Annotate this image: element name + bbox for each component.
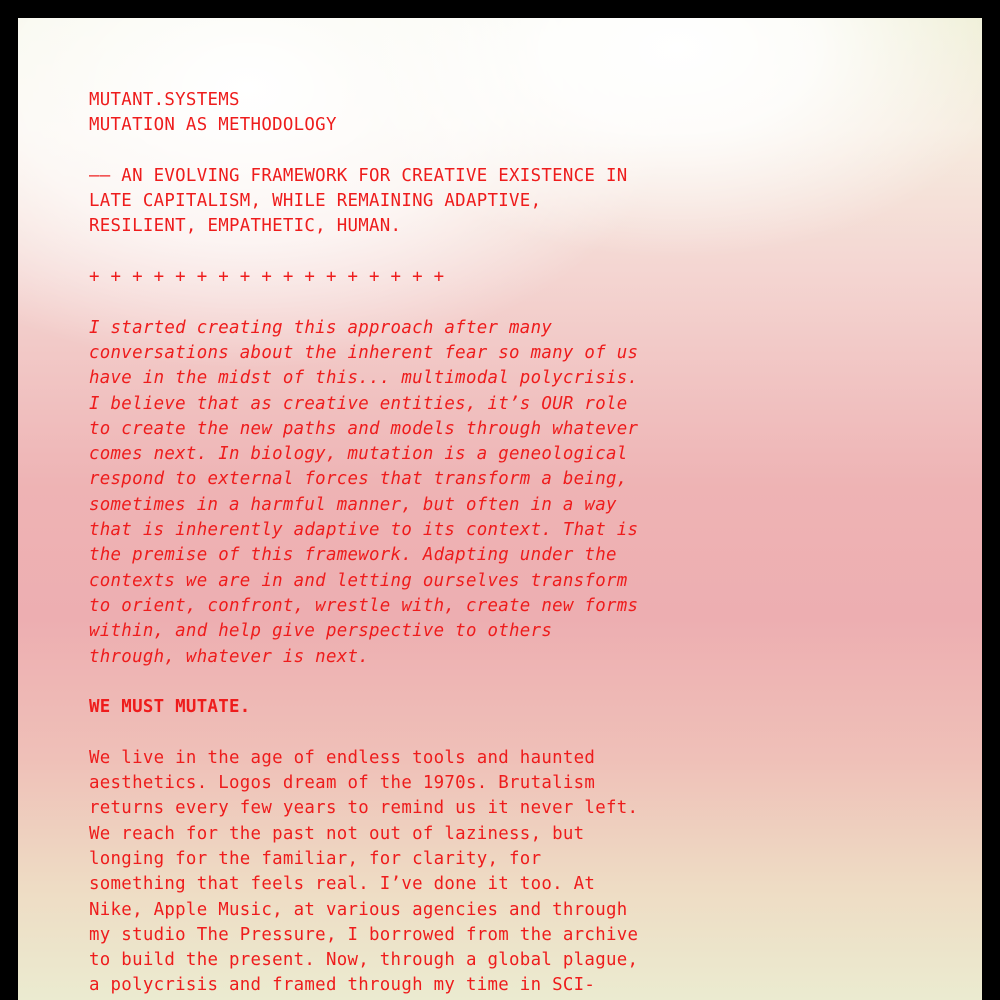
paragraph-line: sometimes in a harmful manner, but often in a way: [89, 494, 617, 515]
paragraph-line: the premise of this framework. Adapting under the: [89, 545, 617, 566]
site-name: MUTANT.SYSTEMS: [89, 90, 240, 110]
paragraph-line: something that feels real. I’ve done it too. At: [89, 874, 596, 895]
paragraph-line: within, and help give perspective to others: [89, 621, 553, 642]
paragraph-line: I started creating this approach after many: [89, 317, 553, 338]
paragraph-line: contexts we are in and letting ourselves transform: [89, 570, 628, 591]
paragraph-line: We reach for the past not out of laziness, but: [89, 823, 585, 844]
paragraph-line: a polycrisis and framed through my time in SCI-: [89, 975, 596, 996]
intro-line: —— AN EVOLVING FRAMEWORK FOR CREATIVE EXISTENCE IN: [89, 165, 628, 186]
paragraph-line: comes next. In biology, mutation is a geneological: [89, 444, 628, 465]
paragraph-line: Nike, Apple Music, at various agencies and through: [89, 899, 628, 920]
paragraph-line: aesthetics. Logos dream of the 1970s. Brutalism: [89, 773, 596, 794]
plus-divider: + + + + + + + + + + + + + + + + +: [89, 267, 445, 288]
manifesto-content: [89, 88, 689, 999]
paragraph-line: to orient, confront, wrestle with, create new forms: [89, 595, 639, 616]
paragraph-line: to create the new paths and models through whatever: [89, 418, 639, 439]
body-paragraph: [89, 746, 689, 999]
page-subtitle: MUTATION AS METHODOLOGY: [89, 115, 337, 136]
paragraph-line: respond to external forces that transform a being,: [89, 469, 628, 490]
intro-line: RESILIENT, EMPATHETIC, HUMAN.: [89, 216, 402, 237]
paragraph-line: longing for the familiar, for clarity, for: [89, 848, 542, 869]
paragraph-line: have in the midst of this... multimodal polycrisis.: [89, 368, 639, 389]
italic-paragraph: [89, 316, 689, 670]
intro-line: LATE CAPITALISM, WHILE REMAINING ADAPTIVE,: [89, 191, 542, 212]
paragraph-line: through, whatever is next.: [89, 646, 370, 667]
paragraph-line: I believe that as creative entities, it’s OUR role: [89, 393, 628, 414]
intro-statement: [89, 164, 689, 240]
paragraph-line: to build the present. Now, through a global plague,: [89, 950, 639, 971]
paragraph-line: returns every few years to remind us it never left.: [89, 798, 639, 819]
paragraph-line: my studio The Pressure, I borrowed from the archive: [89, 924, 639, 945]
paragraph-line: We live in the age of endless tools and haunted: [89, 747, 596, 768]
section-heading: WE MUST MUTATE.: [89, 697, 251, 718]
paragraph-line: conversations about the inherent fear so many of us: [89, 342, 639, 363]
page-frame: [18, 18, 982, 1000]
paragraph-line: that is inherently adaptive to its context. That is: [89, 520, 639, 541]
